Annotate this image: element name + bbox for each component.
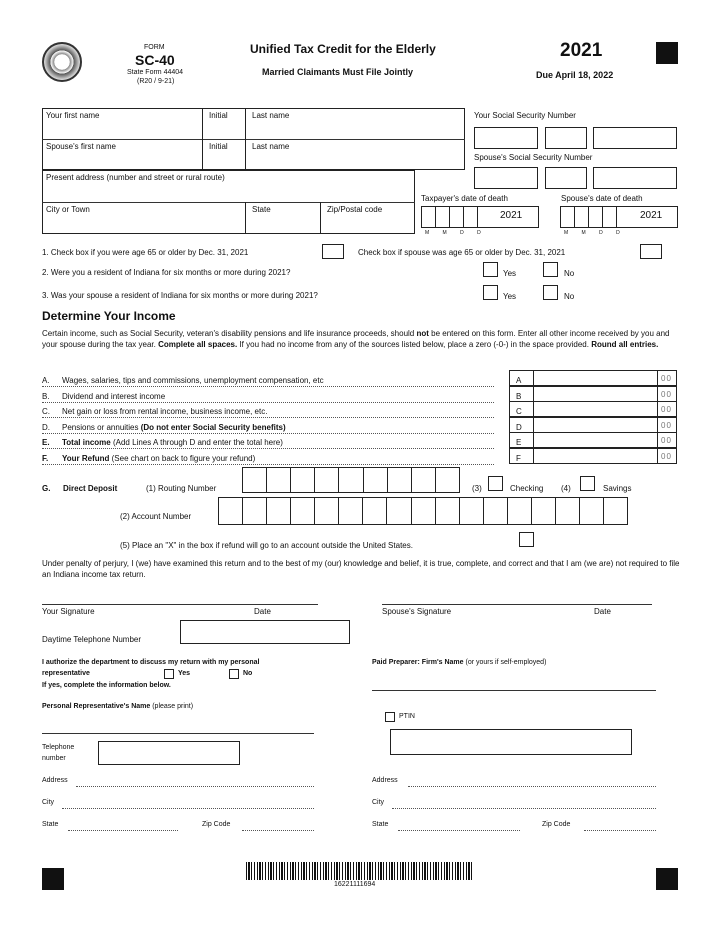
income-cents: 00	[661, 374, 672, 383]
digit-cell[interactable]	[555, 497, 579, 525]
account-number-field[interactable]	[218, 497, 628, 525]
authorize-yes-label: Yes	[178, 670, 191, 677]
income-line-text: Net gain or loss from rental income, business income, etc.	[62, 407, 268, 416]
income-box-letter: D	[510, 418, 534, 432]
income-box-letter: F	[510, 449, 534, 463]
q3-yes-label: Yes	[503, 292, 517, 301]
digit-cell[interactable]	[603, 497, 628, 525]
barcode-number: 16221111694	[334, 881, 376, 888]
savings-checkbox[interactable]	[580, 476, 595, 491]
your-signature-label: Your Signature	[42, 607, 95, 616]
digit-cell[interactable]	[579, 497, 603, 525]
state-form-number: State Form 44404	[127, 69, 184, 76]
age-65-checkbox[interactable]	[322, 244, 344, 259]
due-date: Due April 18, 2022	[536, 70, 614, 80]
rep-telephone-input[interactable]	[98, 741, 240, 765]
income-line	[42, 376, 502, 385]
income-box-letter: B	[510, 387, 534, 401]
question-1-spouse: Check box if spouse was age 65 or older by Dec. 31, 2021	[358, 248, 566, 257]
q2-yes-checkbox[interactable]	[483, 262, 498, 277]
q2-no-label: No	[564, 269, 575, 278]
income-line	[42, 454, 502, 463]
rep-state-line[interactable]	[68, 830, 178, 831]
preparer-city-label: City	[372, 799, 385, 806]
zip-divider	[320, 202, 321, 234]
income-amount-input[interactable]	[534, 387, 658, 401]
name-row-divider	[42, 139, 465, 140]
preparer-title: Paid Preparer: Firm's Name (or yours if self-employed)	[372, 659, 547, 666]
authorize-text-3: If yes, complete the information below.	[42, 682, 171, 689]
digit-cell[interactable]	[387, 467, 411, 493]
ssn-part-2[interactable]	[545, 127, 587, 149]
income-line-key: B.	[42, 392, 50, 401]
rep-name-label: Personal Representative's Name (please print)	[42, 703, 194, 710]
spouse-first-name-label[interactable]: Spouse's first name	[46, 142, 117, 151]
phone-input[interactable]	[180, 620, 350, 644]
address-row-divider	[42, 202, 415, 203]
income-line-bold: Your Refund	[62, 454, 110, 463]
income-amount-input[interactable]	[534, 402, 658, 416]
spouse-ssn-label: Spouse's Social Security Number	[474, 153, 593, 162]
spouse-death-label: Spouse's date of death	[561, 194, 643, 203]
authorize-no-checkbox[interactable]	[229, 669, 239, 679]
digit-cell[interactable]	[411, 497, 435, 525]
q2-yes-label: Yes	[503, 269, 517, 278]
income-line-key: F.	[42, 454, 49, 463]
spouse-ssn-part-2[interactable]	[545, 167, 587, 189]
form-label: FORM	[144, 44, 165, 51]
registration-mark-bottom-right	[656, 868, 678, 890]
income-amount-box[interactable]	[509, 448, 677, 464]
income-box-letter: C	[510, 402, 534, 416]
registration-mark-bottom-left	[42, 868, 64, 890]
state-divider	[245, 202, 246, 234]
digit-cell[interactable]	[363, 467, 387, 493]
preparer-firm-line[interactable]	[372, 690, 656, 691]
spouse-last-name-label[interactable]: Last name	[252, 142, 290, 151]
form-number: SC-40	[135, 52, 175, 68]
digit-cell[interactable]	[290, 497, 314, 525]
last-name-label[interactable]: Last name	[252, 111, 290, 120]
authorize-text-1: I authorize the department to discuss my return with my personal	[42, 659, 260, 666]
rep-name-line[interactable]	[42, 733, 314, 734]
city-label[interactable]: City or Town	[46, 205, 90, 214]
routing-number-label: (1) Routing Number	[146, 484, 217, 493]
rep-zip-line[interactable]	[242, 830, 314, 831]
income-amount-input[interactable]	[534, 449, 658, 463]
income-amount-box[interactable]	[509, 370, 677, 386]
preparer-address-label: Address	[372, 777, 398, 784]
income-line-text: (See chart on back to figure your refund)	[109, 454, 256, 463]
ptin-checkbox[interactable]	[385, 712, 395, 722]
income-amount-input[interactable]	[534, 418, 658, 432]
income-amount-input[interactable]	[534, 371, 658, 385]
rep-number-label: number	[42, 755, 66, 762]
your-signature-line[interactable]	[42, 604, 318, 605]
income-line-key: D.	[42, 423, 50, 432]
foreign-account-label: (5) Place an "X" in the box if refund will go to an account outside the United States.	[120, 541, 413, 550]
income-line-bold: (Do not enter Social Security benefits)	[140, 423, 286, 432]
q3-no-label: No	[564, 292, 575, 301]
state-seal-icon	[42, 42, 82, 82]
digit-cell[interactable]	[266, 497, 290, 525]
digit-cell[interactable]	[483, 497, 507, 525]
question-3: 3. Was your spouse a resident of Indiana for six months or more during 2021?	[42, 291, 318, 300]
ssn-part-1[interactable]	[474, 127, 538, 149]
income-line-key: E.	[42, 438, 50, 447]
digit-cell[interactable]	[242, 467, 266, 493]
spouse-age-65-checkbox[interactable]	[640, 244, 662, 259]
tax-year: 2021	[560, 40, 603, 61]
rep-city-label: City	[42, 799, 55, 806]
digit-cell[interactable]	[507, 497, 531, 525]
preparer-address-line[interactable]	[408, 786, 656, 787]
perjury-statement: Under penalty of perjury, I (we) have examined this return and to the best of my (our) knowledge and belief, it is true, complete, and correct and that I am (we are) not required to file an Indiana income tax return.	[42, 559, 680, 579]
q2-no-checkbox[interactable]	[543, 262, 558, 277]
digit-cell[interactable]	[362, 497, 386, 525]
spouse-death-year: 2021	[640, 210, 663, 221]
preparer-state-line[interactable]	[398, 830, 520, 831]
preparer-zip-line[interactable]	[584, 830, 656, 831]
rep-city-line[interactable]	[62, 808, 314, 809]
income-line-text: (Add Lines A through D and enter the total here)	[110, 438, 283, 447]
digit-cell[interactable]	[459, 497, 483, 525]
preparer-zip-label: Zip Code	[542, 821, 571, 828]
registration-mark-top-right	[656, 42, 678, 64]
income-line-key: C.	[42, 407, 50, 416]
income-heading: Determine Your Income	[42, 309, 176, 323]
digit-cell[interactable]	[242, 497, 266, 525]
form-subtitle: Married Claimants Must File Jointly	[262, 67, 414, 77]
digit-cell[interactable]	[386, 497, 410, 525]
income-cents: 00	[661, 421, 672, 430]
income-line	[42, 423, 502, 432]
income-line-leader	[42, 402, 494, 403]
income-line-leader	[42, 433, 494, 434]
income-line-leader	[42, 464, 494, 465]
direct-deposit-title: Direct Deposit	[63, 484, 118, 493]
question-2: 2. Were you a resident of Indiana for six months or more during 2021?	[42, 268, 291, 277]
rep-address-line[interactable]	[76, 786, 314, 787]
spouse-signature-line[interactable]	[382, 604, 652, 605]
digit-cell[interactable]	[314, 497, 338, 525]
checking-number: (3)	[472, 484, 482, 493]
taxpayer-death-year: 2021	[500, 210, 523, 221]
authorize-text-2: representative	[42, 670, 90, 677]
ptin-input[interactable]	[390, 729, 632, 755]
income-line-text: Pensions or annuities	[62, 423, 141, 432]
rep-state-label: State	[42, 821, 59, 828]
rep-address-label: Address	[42, 777, 68, 784]
spouse-signature-date-label: Date	[594, 607, 611, 616]
authorize-yes-checkbox[interactable]	[164, 669, 174, 679]
address-label[interactable]: Present address (number and street or rural route)	[46, 173, 225, 182]
income-line	[42, 407, 502, 416]
savings-label: Savings	[603, 484, 632, 493]
checking-checkbox[interactable]	[488, 476, 503, 491]
initial-divider	[202, 108, 203, 170]
rep-zip-label: Zip Code	[202, 821, 231, 828]
state-label[interactable]: State	[252, 205, 271, 214]
authorize-no-label: No	[243, 670, 253, 677]
routing-number-field[interactable]	[242, 467, 460, 493]
preparer-state-label: State	[372, 821, 389, 828]
spouse-initial-label[interactable]: Initial	[209, 142, 228, 151]
income-line-text: Wages, salaries, tips and commissions, unemployment compensation, etc	[62, 376, 324, 385]
spouse-death-mmdd: M M D D	[564, 230, 626, 236]
spouse-ssn-part-3[interactable]	[593, 167, 677, 189]
form-revision: (R20 / 9-21)	[137, 78, 175, 85]
income-line	[42, 392, 502, 401]
digit-cell[interactable]	[338, 467, 362, 493]
ssn-part-3[interactable]	[593, 127, 677, 149]
income-instructions: Certain income, such as Social Security, veteran's disability pensions and life insurance proceeds, should not be entered on this form. Enter all other income received by you and your spouse during the tax year. Complete all spaces. If you had no income from any of the sources listed below, place a zero (-0-) in the space provided. Round all entries.	[42, 329, 670, 349]
phone-label: Daytime Telephone Number	[42, 635, 142, 644]
taxpayer-death-label: Taxpayer's date of death	[421, 194, 508, 203]
digit-cell[interactable]	[338, 497, 362, 525]
income-line-key: A.	[42, 376, 50, 385]
income-cents: 00	[661, 452, 672, 461]
income-line-leader	[42, 417, 494, 418]
income-cents: 00	[661, 436, 672, 445]
income-amount-box[interactable]	[509, 386, 677, 402]
q3-yes-checkbox[interactable]	[483, 285, 498, 300]
income-line-bold: Total income	[62, 438, 111, 447]
income-box-letter: A	[510, 371, 534, 385]
first-name-label[interactable]: Your first name	[46, 111, 100, 120]
spouse-ssn-part-1[interactable]	[474, 167, 538, 189]
foreign-account-checkbox[interactable]	[519, 532, 534, 547]
zip-label[interactable]: Zip/Postal code	[327, 205, 383, 214]
digit-cell[interactable]	[314, 467, 338, 493]
spouse-signature-label: Spouse's Signature	[382, 607, 452, 616]
income-line-leader	[42, 448, 494, 449]
q3-no-checkbox[interactable]	[543, 285, 558, 300]
lastname-divider	[245, 108, 246, 170]
digit-cell[interactable]	[435, 467, 460, 493]
barcode-icon	[246, 862, 474, 880]
income-amount-box[interactable]	[509, 417, 677, 433]
income-line-leader	[42, 386, 494, 387]
digit-cell[interactable]	[290, 467, 314, 493]
rep-telephone-label: Telephone	[42, 744, 75, 751]
income-cents: 00	[661, 390, 672, 399]
ssn-label: Your Social Security Number	[474, 111, 576, 120]
income-amount-input[interactable]	[534, 433, 658, 447]
income-amount-box[interactable]	[509, 432, 677, 448]
income-amount-box[interactable]	[509, 401, 677, 417]
income-cents: 00	[661, 405, 672, 414]
your-signature-date-label: Date	[254, 607, 271, 616]
account-number-label: (2) Account Number	[120, 512, 192, 521]
checking-label: Checking	[510, 484, 544, 493]
digit-cell[interactable]	[266, 467, 290, 493]
digit-cell[interactable]	[531, 497, 555, 525]
direct-deposit-letter: G.	[42, 484, 51, 493]
initial-label[interactable]: Initial	[209, 111, 228, 120]
digit-cell[interactable]	[411, 467, 435, 493]
form-title: Unified Tax Credit for the Elderly	[250, 42, 436, 56]
taxpayer-death-mmdd: M M D D	[425, 230, 487, 236]
income-line-text: Dividend and interest income	[62, 392, 166, 401]
savings-number: (4)	[561, 484, 571, 493]
preparer-city-line[interactable]	[392, 808, 656, 809]
ptin-label: PTIN	[399, 713, 415, 720]
digit-cell[interactable]	[435, 497, 459, 525]
question-1: 1. Check box if you were age 65 or older by Dec. 31, 2021	[42, 248, 249, 257]
income-line	[42, 438, 502, 447]
income-box-letter: E	[510, 433, 534, 447]
digit-cell[interactable]	[218, 497, 242, 525]
